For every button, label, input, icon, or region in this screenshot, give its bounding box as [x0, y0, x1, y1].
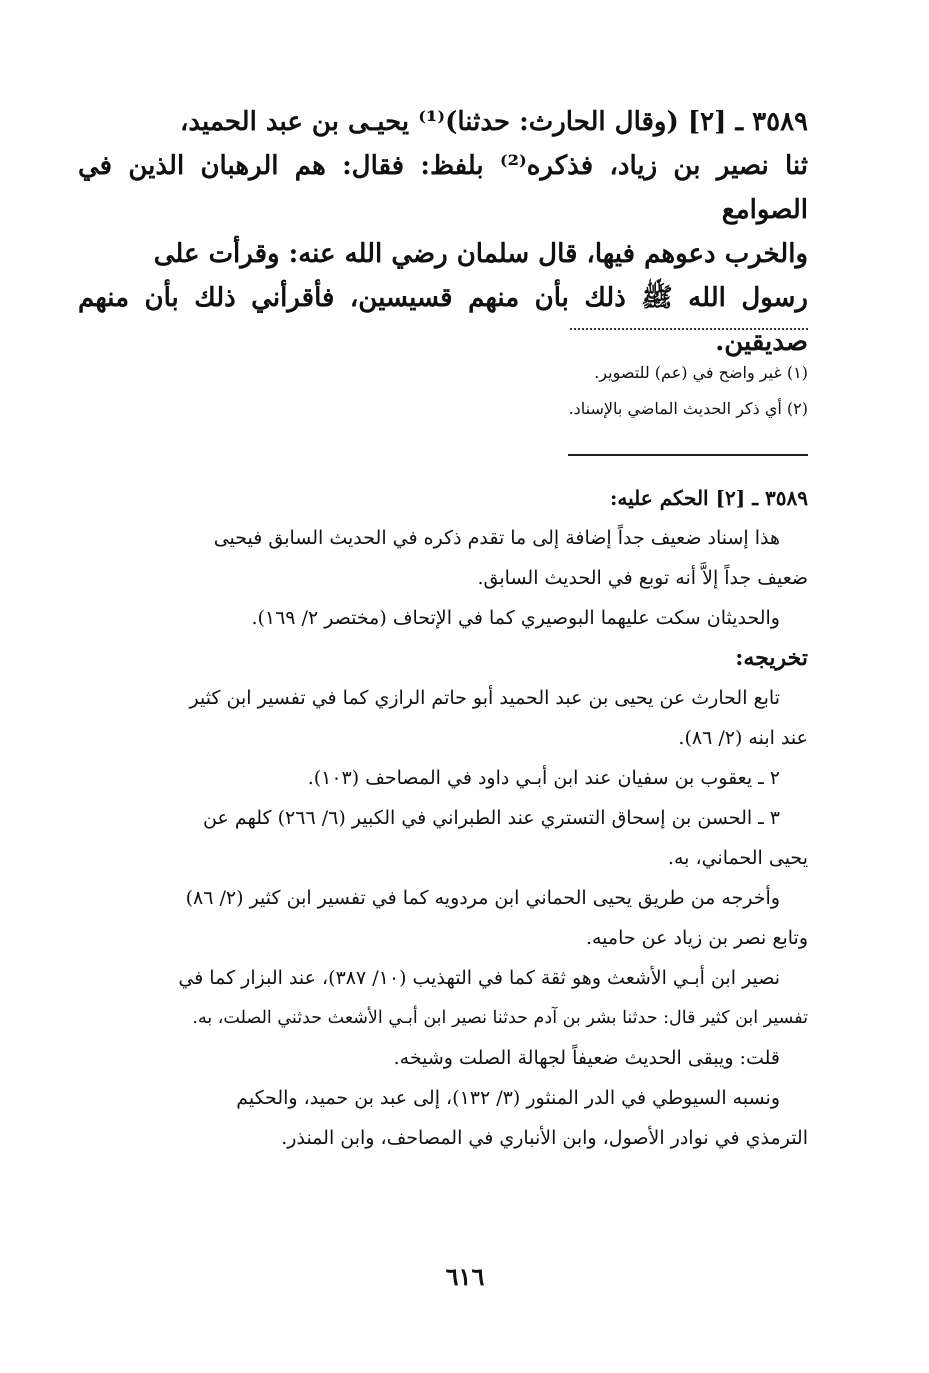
takhrij-line: قلت: ويبقى الحديث ضعيفاً لجهالة الصلت وشيخه.	[393, 1047, 780, 1069]
takhrij-line: وتابع نصر بن زياد عن حاميه.	[585, 927, 808, 949]
hadith-line: ٣٥٨٩ ـ [٢] (وقال الحارث: حدثنا)⁽¹⁾ يحيـى بن عبد الحميد،	[179, 107, 808, 137]
hadith-line: ثنا نصير بن زياد، فذكره⁽²⁾ بلفظ: فقال: هم الرهبان الذين في الصوامع	[78, 151, 808, 225]
ruling-line: والحديثان سكت عليهما البوصيري كما في الإتحاف (مختصر ٢/ ١٦٩).	[251, 607, 780, 629]
footnote-1: (١) غير واضح في (عم) للتصوير.	[594, 363, 808, 382]
hadith-text	[78, 100, 808, 364]
takhrij-line: وأخرجه من طريق يحيى الحماني ابن مردويه كما في تفسير ابن كثير (٢/ ٨٦)	[185, 887, 780, 909]
takhrij-line: تفسير ابن كثير قال: حدثنا بشر بن آدم حدثنا نصير ابن أبـي الأشعث حدثني الصلت، به.	[192, 1008, 808, 1028]
hadith-line: رسول الله ﷺ ذلك بأن منهم قسيسين، فأقرأني ذلك بأن منهم صديقين.	[78, 283, 808, 357]
takhrij-line: نصير ابن أبـي الأشعث وهو ثقة كما في التهذيب (١٠/ ٣٨٧)، عند البزار كما في	[178, 967, 780, 989]
ruling-line: هذا إسناد ضعيف جداً إضافة إلى ما تقدم ذكره في الحديث السابق فيحيى	[213, 527, 780, 549]
footnote-2: (٢) أي ذكر الحديث الماضي بالإسناد.	[568, 399, 808, 418]
takhrij-line: ٢ ـ يعقوب بن سفيان عند ابن أبـي داود في المصاحف (١٠٣).	[307, 767, 780, 789]
takhrij-line: الترمذي في نوادر الأصول، وابن الأنباري في المصاحف، وابن المنذر.	[281, 1127, 808, 1149]
ruling-line: ضعيف جداً إلاَّ أنه توبع في الحديث السابق.	[477, 567, 808, 589]
footnote-separator	[570, 328, 808, 330]
takhrij-line: تابع الحارث عن يحيى بن عبد الحميد أبو حاتم الرازي كما في تفسير ابن كثير	[189, 687, 780, 709]
section-divider	[568, 454, 808, 456]
takhrij-line: عند ابنه (٢/ ٨٦).	[678, 727, 808, 749]
hadith-line: والخرب دعوهم فيها، قال سلمان رضي الله عنه: وقرأت على	[153, 239, 808, 269]
takhrij-line: ٣ ـ الحسن بن إسحاق التستري عند الطبراني في الكبير (٦/ ٢٦٦) كلهم عن	[203, 807, 780, 829]
takhrij-line: يحيى الحماني، به.	[667, 847, 808, 869]
ruling-section	[78, 478, 808, 1158]
ruling-heading: ٣٥٨٩ ـ [٢] الحكم عليه:	[610, 486, 808, 510]
takhrij-heading: تخريجه:	[735, 645, 808, 671]
page-number: ٦١٦	[445, 1262, 485, 1291]
takhrij-line: ونسبه السيوطي في الدر المنثور (٣/ ١٣٢)، إلى عبد بن حميد، والحكيم	[236, 1087, 780, 1109]
